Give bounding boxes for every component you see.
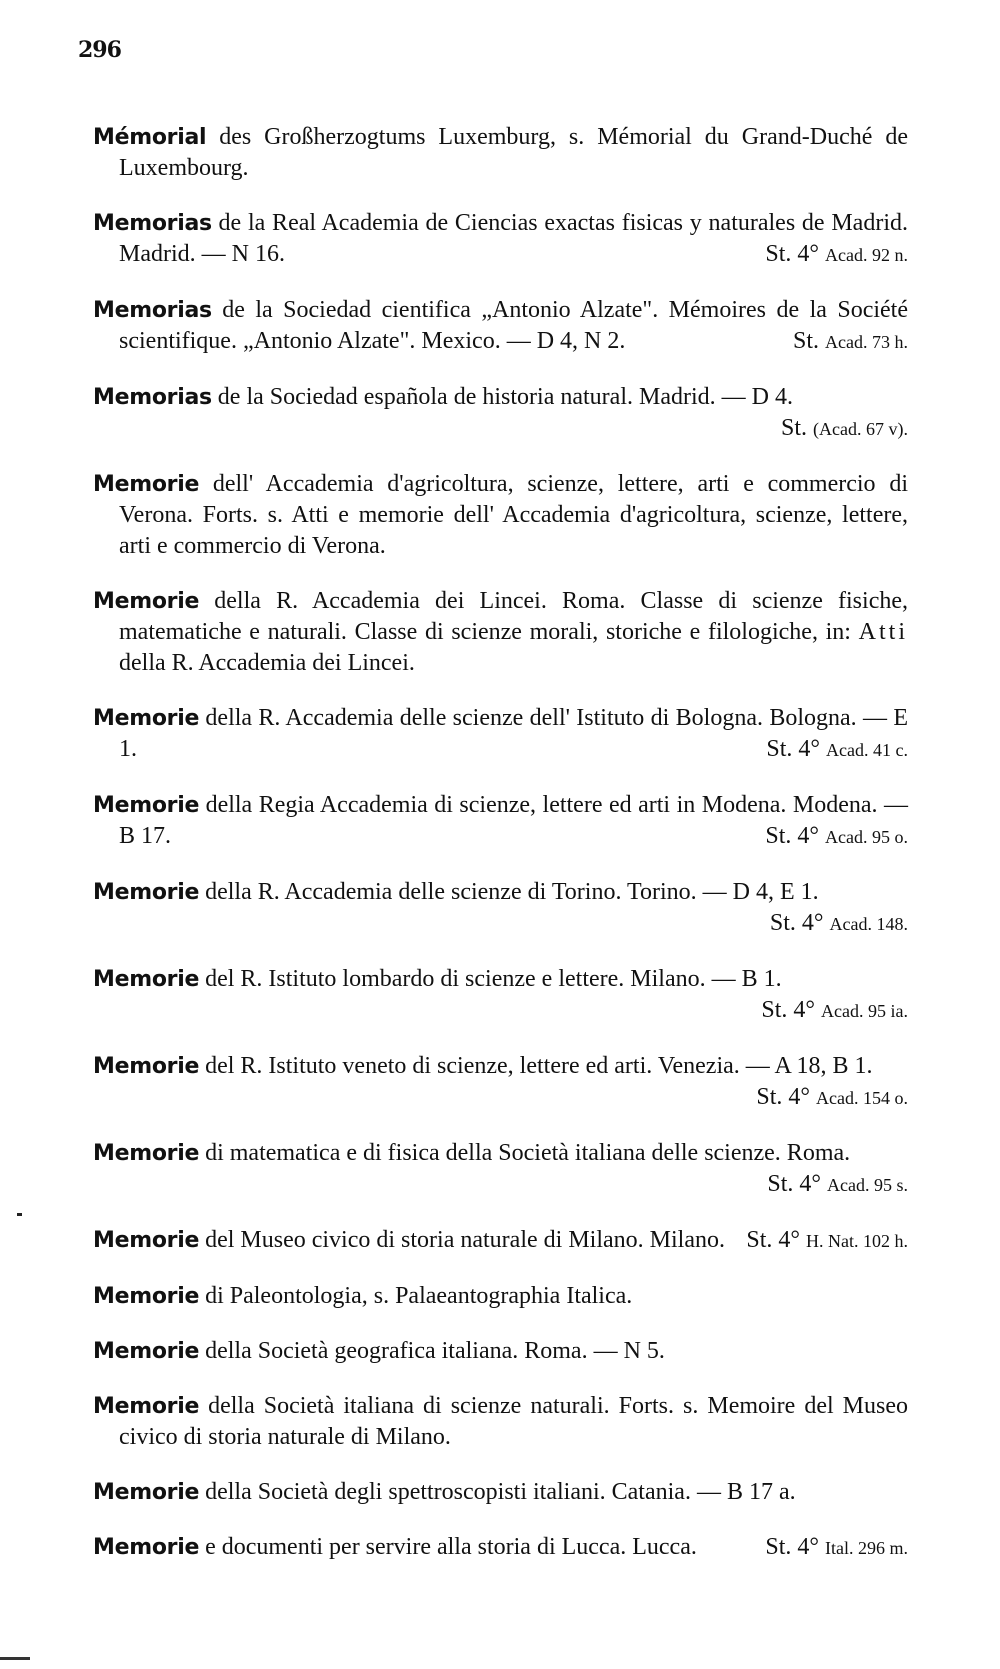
entry-headword: Memorie xyxy=(93,1228,200,1253)
entry-text: della Società italiana di scienze naturali. Forts. s. Memoire del Museo civico di storia naturale di Milano. xyxy=(119,1393,908,1450)
entry-headword: Memorie xyxy=(93,1535,200,1560)
shelf-mark xyxy=(793,326,908,358)
shelf-mark xyxy=(746,1225,908,1257)
catalog-entry xyxy=(93,1225,908,1257)
entry-headword: Memorias xyxy=(93,385,212,410)
entry-text: della Società degli spettroscopisti italiani. Catania. — B 17 a. xyxy=(199,1479,796,1505)
catalog-entry xyxy=(93,1336,908,1367)
shelf-mark xyxy=(766,734,908,766)
shelf-mark-main: St. xyxy=(781,415,808,441)
page-number: 296 xyxy=(78,37,121,63)
catalog-entry xyxy=(93,382,908,445)
shelf-mark-main: St. 4° xyxy=(746,1227,800,1253)
entry-text: della R. Accademia delle scienze di Torino. Torino. — D 4, E 1. xyxy=(199,879,819,905)
shelf-mark-detail: Acad. 73 h. xyxy=(825,332,908,352)
entry-text: del R. Istituto lombardo di scienze e lettere. Milano. — B 1. xyxy=(199,966,782,992)
shelf-mark xyxy=(765,239,908,271)
catalog-entry xyxy=(93,586,908,679)
entry-headword: Memorie xyxy=(93,1284,200,1309)
shelf-mark xyxy=(781,413,908,445)
entry-text: de la Sociedad española de historia natural. Madrid. — D 4. xyxy=(211,384,793,410)
entry-text: della Società geografica italiana. Roma. — N 5. xyxy=(199,1338,665,1364)
entry-headword: Memorias xyxy=(93,211,212,236)
entry-text: di Paleontologia, s. Palaeantographia Italica. xyxy=(199,1283,633,1309)
catalog-entry xyxy=(93,1051,908,1114)
scan-edge-mark xyxy=(0,1657,30,1660)
catalog-entry xyxy=(93,703,908,766)
entry-headword: Memorie xyxy=(93,793,200,818)
margin-speck xyxy=(17,1213,22,1216)
shelf-mark-main: St. 4° xyxy=(756,1084,811,1110)
entry-spaced-title: Atti xyxy=(858,619,908,645)
entry-text: della R. Accademia dei Lincei. Roma. Classe di scienze fisiche, matematiche e naturali. Classe di scienze morali, storiche e filologiche, in: xyxy=(119,588,908,645)
shelf-mark-detail: Acad. 95 s. xyxy=(827,1175,908,1195)
entry-text: des Großherzogtums Luxemburg, s. Mémorial du Grand-Duché de Luxembourg. xyxy=(119,124,908,181)
shelf-mark-main: St. 4° xyxy=(769,910,824,936)
shelf-mark-detail: Acad. 41 c. xyxy=(826,740,908,760)
entry-headword: Memorie xyxy=(93,880,200,905)
catalog-entry xyxy=(93,790,908,853)
entry-headword: Memorie xyxy=(93,1339,200,1364)
catalog-entry xyxy=(93,1477,908,1508)
catalog-entry xyxy=(93,1391,908,1453)
entry-text: della Regia Accademia di scienze, lettere ed arti in Modena. Modena. — B 17. xyxy=(119,792,908,849)
shelf-mark-detail: H. Nat. 102 h. xyxy=(806,1231,908,1251)
entry-headword: Memorie xyxy=(93,472,200,497)
catalog-entry xyxy=(93,877,908,940)
catalog-entry xyxy=(93,469,908,562)
shelf-mark-main: St. 4° xyxy=(765,241,820,267)
entry-text: de la Sociedad cientifica „Antonio Alzate". Mémoires de la Société scientifique. „Antonio Alzate". Mexico. — D 4, N 2. xyxy=(119,297,908,354)
catalog-entries xyxy=(93,98,908,1575)
shelf-mark-main: St. 4° xyxy=(765,1534,819,1560)
shelf-mark xyxy=(767,1169,908,1201)
shelf-mark xyxy=(765,1532,908,1564)
catalog-entry xyxy=(93,1532,908,1564)
entry-headword: Memorias xyxy=(93,298,212,323)
entry-headword: Memorie xyxy=(93,706,200,731)
shelf-mark-main: St. 4° xyxy=(765,823,820,849)
entry-text: del R. Istituto veneto di scienze, lettere ed arti. Venezia. — A 18, B 1. xyxy=(199,1053,873,1079)
catalog-entry xyxy=(93,1138,908,1201)
shelf-mark-detail: Acad. 148. xyxy=(829,914,908,934)
entry-headword: Mémorial xyxy=(93,125,207,150)
catalog-entry xyxy=(93,122,908,184)
shelf-mark-detail: Acad. 154 o. xyxy=(816,1088,908,1108)
shelf-mark-detail: Ital. 296 m. xyxy=(825,1538,908,1558)
entry-text: e documenti per servire alla storia di Lucca. Lucca. xyxy=(199,1534,697,1560)
entry-headword: Memorie xyxy=(93,967,200,992)
entry-text: dell' Accademia d'agricoltura, scienze, lettere, arti e commercio di Verona. Forts. s. Atti e memorie dell' Accademia d'agricoltura, scienze, lettere, arti e commercio di Verona. xyxy=(119,471,908,559)
shelf-mark xyxy=(765,821,908,853)
catalog-entry xyxy=(93,964,908,1027)
entry-text: de la Real Academia de Ciencias exactas fisicas y naturales de Madrid. Madrid. — N 16. xyxy=(119,210,908,267)
shelf-mark-detail: Acad. 92 n. xyxy=(825,245,908,265)
entry-text-continued: della R. Accademia dei Lincei. xyxy=(119,650,415,676)
entry-headword: Memorie xyxy=(93,1054,200,1079)
entry-headword: Memorie xyxy=(93,1141,200,1166)
catalog-entry xyxy=(93,295,908,358)
shelf-mark-main: St. xyxy=(793,328,820,354)
shelf-mark-main: St. 4° xyxy=(761,997,816,1023)
shelf-mark xyxy=(756,1082,908,1114)
shelf-mark xyxy=(761,995,908,1027)
shelf-mark-detail: Acad. 95 ia. xyxy=(821,1001,908,1021)
entry-text: di matematica e di fisica della Società italiana delle scienze. Roma. xyxy=(199,1140,851,1166)
shelf-mark-detail: Acad. 95 o. xyxy=(825,827,908,847)
shelf-mark-detail: (Acad. 67 v). xyxy=(813,419,908,439)
catalog-entry xyxy=(93,1281,908,1312)
entry-text: della R. Accademia delle scienze dell' Istituto di Bologna. Bologna. — E 1. xyxy=(119,705,908,762)
entry-text: del Museo civico di storia naturale di Milano. Milano. xyxy=(199,1227,725,1253)
shelf-mark-main: St. 4° xyxy=(767,1171,822,1197)
shelf-mark xyxy=(770,908,908,940)
entry-headword: Memorie xyxy=(93,589,200,614)
catalog-entry xyxy=(93,208,908,271)
shelf-mark-main: St. 4° xyxy=(766,736,821,762)
entry-headword: Memorie xyxy=(93,1480,200,1505)
entry-headword: Memorie xyxy=(93,1394,200,1419)
